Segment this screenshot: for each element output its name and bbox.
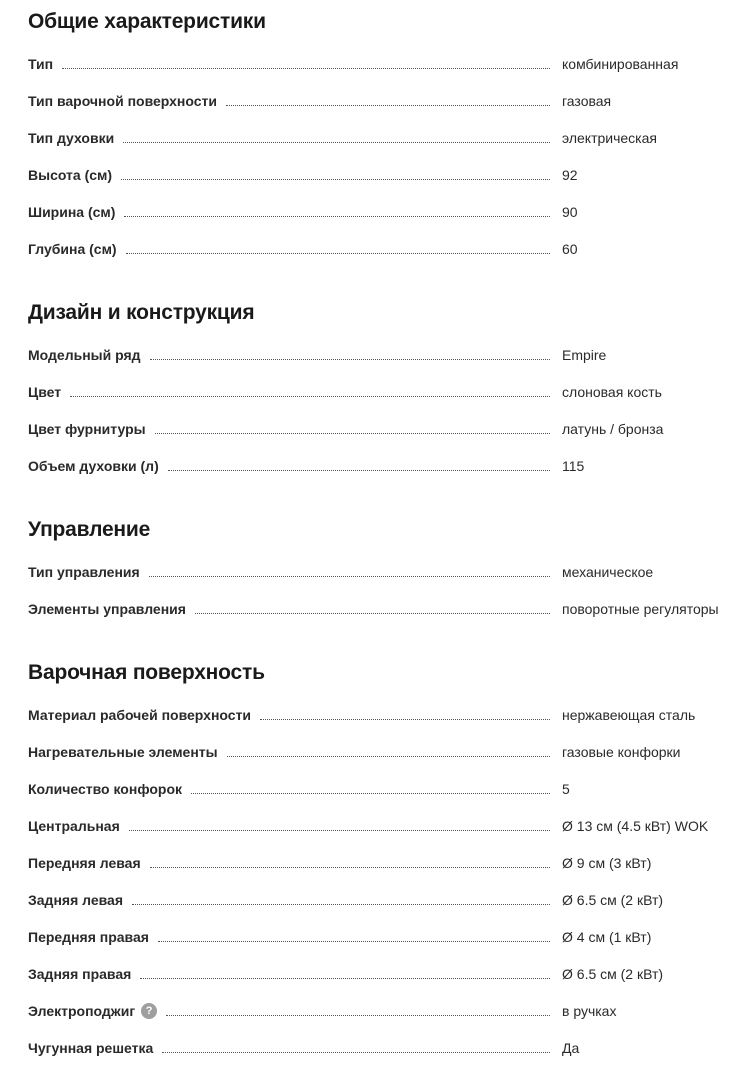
section-title: Общие характеристики: [28, 10, 266, 33]
spec-value: Да: [562, 1040, 580, 1056]
spec-label-text: Электроподжиг: [28, 1003, 136, 1019]
spec-row: [28, 732, 747, 769]
spec-label: Модельный ряд: [28, 347, 141, 363]
dotted-leader: [123, 141, 550, 143]
section-hob: [28, 651, 747, 1065]
spec-row: [28, 589, 747, 626]
spec-value: в ручках: [562, 1003, 617, 1019]
spec-row: [28, 1028, 747, 1065]
spec-row: [28, 991, 747, 1028]
dotted-leader: [150, 358, 550, 360]
section-control: [28, 508, 747, 626]
spec-label: Цвет фурнитуры: [28, 421, 146, 437]
dotted-leader: [166, 1014, 550, 1016]
spec-label-with-help: [28, 1003, 157, 1019]
spec-value: Empire: [562, 347, 607, 363]
spec-row: [28, 552, 747, 589]
dotted-leader: [124, 215, 550, 217]
spec-value: поворотные регуляторы: [562, 601, 719, 617]
spec-value: Ø 6.5 см (2 кВт): [562, 966, 664, 982]
spec-value: латунь / бронза: [562, 421, 664, 437]
spec-label: Чугунная решетка: [28, 1040, 154, 1056]
spec-label: Центральная: [28, 818, 120, 834]
dotted-leader: [121, 178, 550, 180]
spec-row: [28, 155, 747, 192]
dotted-leader: [155, 432, 550, 434]
spec-value: электрическая: [562, 130, 657, 146]
spec-label: Передняя левая: [28, 855, 141, 871]
dotted-leader: [132, 903, 550, 905]
dotted-leader: [126, 252, 550, 254]
spec-row: [28, 843, 747, 880]
spec-value: Ø 6.5 см (2 кВт): [562, 892, 664, 908]
spec-label: Количество конфорок: [28, 781, 183, 797]
spec-value: 92: [562, 167, 578, 183]
dotted-leader: [158, 940, 550, 942]
spec-label: Задняя левая: [28, 892, 123, 908]
section-title: Дизайн и конструкция: [28, 301, 255, 324]
spec-value: Ø 4 см (1 кВт): [562, 929, 652, 945]
spec-label: Тип управления: [28, 564, 140, 580]
spec-row: [28, 769, 747, 806]
spec-row: [28, 446, 747, 483]
dotted-leader: [226, 104, 550, 106]
dotted-leader: [150, 866, 550, 868]
spec-value: Ø 13 см (4.5 кВт) WOK: [562, 818, 709, 834]
spec-row: [28, 118, 747, 155]
spec-label: Объем духовки (л): [28, 458, 159, 474]
spec-row: [28, 954, 747, 991]
spec-label: Тип варочной поверхности: [28, 93, 218, 109]
dotted-leader: [140, 977, 550, 979]
spec-row: [28, 81, 747, 118]
section-general: [28, 0, 747, 266]
dotted-leader: [195, 612, 550, 614]
spec-label: Цвет: [28, 384, 62, 400]
spec-value: газовая: [562, 93, 612, 109]
spec-label: Передняя правая: [28, 929, 149, 945]
spec-label: Глубина (см): [28, 241, 117, 257]
spec-row: [28, 917, 747, 954]
spec-label: Тип: [28, 56, 54, 72]
spec-value: 5: [562, 781, 570, 797]
spec-label: Ширина (см): [28, 204, 116, 220]
spec-row: [28, 409, 747, 446]
spec-label: Элементы управления: [28, 601, 186, 617]
spec-row: [28, 695, 747, 732]
spec-value: 115: [562, 458, 585, 474]
spec-row: [28, 372, 747, 409]
spec-value: газовые конфорки: [562, 744, 681, 760]
dotted-leader: [191, 792, 550, 794]
dotted-leader: [70, 395, 550, 397]
spec-label: Высота (см): [28, 167, 113, 183]
spec-label: Задняя правая: [28, 966, 132, 982]
question-circle-icon[interactable]: ?: [141, 1003, 157, 1019]
spec-value: 60: [562, 241, 578, 257]
dotted-leader: [62, 67, 550, 69]
section-title: Варочная поверхность: [28, 661, 265, 684]
section-spacer: [28, 483, 747, 508]
spec-value: слоновая кость: [562, 384, 662, 400]
section-design: [28, 291, 747, 483]
dotted-leader: [162, 1051, 550, 1053]
spec-value: Ø 9 см (3 кВт): [562, 855, 652, 871]
dotted-leader: [149, 575, 550, 577]
spec-row: [28, 806, 747, 843]
dotted-leader: [227, 755, 550, 757]
section-title: Управление: [28, 518, 151, 541]
dotted-leader: [129, 829, 550, 831]
section-spacer: [28, 266, 747, 291]
spec-row: [28, 192, 747, 229]
spec-row: [28, 229, 747, 266]
spec-row: [28, 44, 747, 81]
spec-label: Нагревательные элементы: [28, 744, 218, 760]
spec-value: нержавеющая сталь: [562, 707, 696, 723]
section-spacer: [28, 626, 747, 651]
spec-row: [28, 880, 747, 917]
dotted-leader: [260, 718, 550, 720]
spec-label: Материал рабочей поверхности: [28, 707, 252, 723]
spec-value: механическое: [562, 564, 654, 580]
dotted-leader: [168, 469, 550, 471]
spec-value: комбинированная: [562, 56, 679, 72]
spec-label: Тип духовки: [28, 130, 115, 146]
spec-row: [28, 335, 747, 372]
spec-value: 90: [562, 204, 578, 220]
